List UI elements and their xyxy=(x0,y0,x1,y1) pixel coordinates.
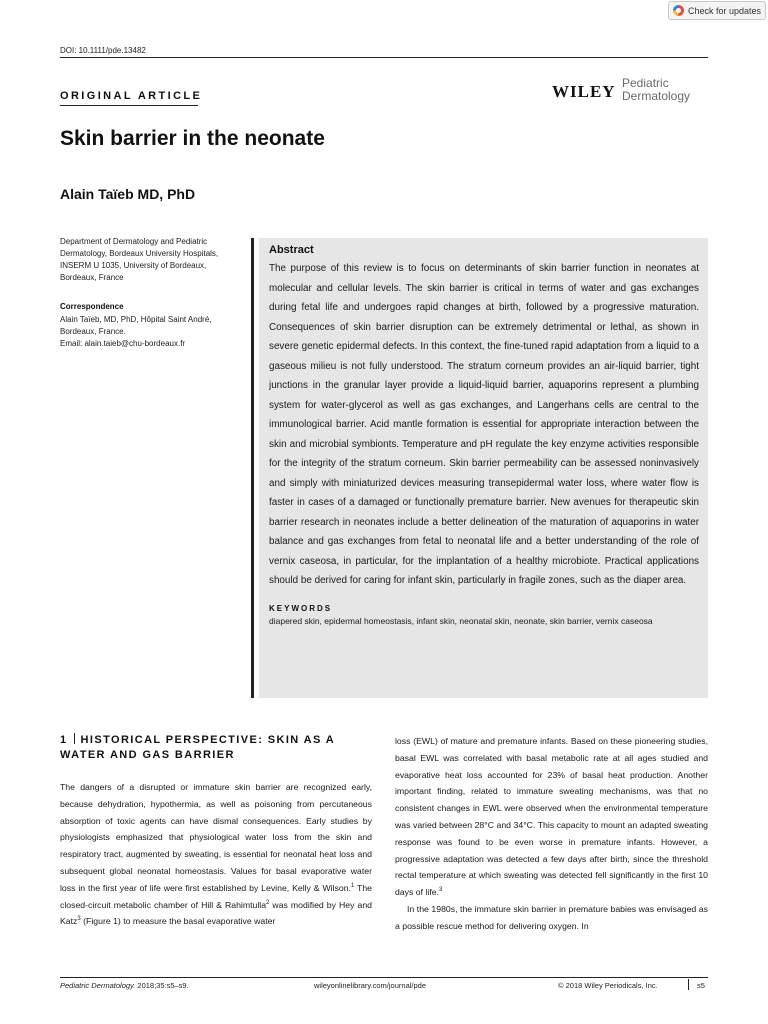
journal-name-line2: Dermatology xyxy=(622,89,691,103)
author-affiliation: Department of Dermatology and Pediatric Dermatology, Bordeaux University Hospitals, INSERM U 1035, University of Bordeaux, Bordeaux, France xyxy=(60,237,219,282)
doi: DOI: 10.1111/pde.13482 xyxy=(60,46,146,55)
body-paragraph xyxy=(395,733,708,901)
header-rule xyxy=(60,57,708,58)
footer-rule xyxy=(60,977,708,978)
section-heading xyxy=(60,733,370,763)
keywords-list: diapered skin, epidermal homeostasis, infant skin, neonatal skin, neonate, skin barrier, vernix caseosa xyxy=(269,615,653,626)
footer-url[interactable]: wileyonlinelibrary.com/journal/pde xyxy=(314,981,426,990)
text-segment: (Figure 1) to measure the basal evaporative water xyxy=(80,916,276,927)
correspondence-heading: Correspondence xyxy=(60,302,124,311)
reference-marker[interactable]: 3 xyxy=(438,887,443,894)
footer-volume: 2018;35:s5–s9. xyxy=(135,981,189,990)
article-type: ORIGINAL ARTICLE xyxy=(60,90,203,102)
footer-separator xyxy=(688,979,689,990)
crossmark-icon xyxy=(673,5,684,16)
text-segment: The dangers of a disrupted or immature skin barrier are recognized early, because dehydration, hypothermia, as well as poisoning from percutaneous absorption of toxic agents can have dismal consequences. Early studies by physiologists emphasized that physiological water loss from the skin and respiratory tract, augmented by sweating, is essential for neonatal heat loss and subsequent global neonatal homeostasis. Values for basal evaporative water loss in the first year of life were first established by Levine, Kelly & Wilson. xyxy=(60,782,372,893)
reference-marker[interactable]: 2 xyxy=(266,899,270,906)
text-segment: The closed-circuit metabolic chamber of Hill & Rahimtulla xyxy=(60,882,372,910)
section-number: 1 xyxy=(60,734,68,746)
reference-marker[interactable]: 1 xyxy=(350,882,355,889)
text-segment: was modified by Hey and Katz xyxy=(60,899,372,927)
body-column-left xyxy=(60,779,372,930)
footer-copyright: © 2018 Wiley Periodicals, Inc. xyxy=(558,981,658,990)
correspondence-line: Alain Taïeb, MD, PhD, Hôpital Saint André, xyxy=(60,315,212,324)
abstract-heading: Abstract xyxy=(269,244,314,256)
abstract-text: The purpose of this review is to focus on determinants of skin barrier function in neonates at molecular and cellular levels. The skin barrier is critical in terms of water and gas exchanges during fetal life and undergoes rapid changes at birth, followed by a progressive maturation. Consequences of skin barrier disruption can be extremely detrimental or lethal, as shown in severe genetic epidermal defects. In this context, the fine-tuned rapid adaptation from a liquid to a gaseous milieu is not fully understood. The stratum corneum provides an air-liquid barrier, tight junctions in the granular layer provide a liquid-liquid barrier, aquaporins represent a plumbing system for water-glycerol as well as gas exchanges, and Langerhans cells are central to the immunological barrier. Acid mantle formation is essential for appropriate interaction between the skin and microbial symbionts. Temperature and pH regulate the key enzyme activities responsible for the integrity of the stratum corneum. Skin barrier permeability can be assessed noninvasively and simply with miniaturized devices measuring transepidermal water loss, where water flow is faster in cases of a damaged or functionally premature barrier. New avenues for therapeutic skin barrier research in neonates include a better delineation of the maturation of aquaporins in water balance and gas exchanges from fetal to neonatal life and a better understanding of the role of vernix caseosa, in particular, for the implantation of a healthy microbiote. Practical applications should be derived for caring for infant skin, particularly in fragile zones, such as the diaper area. xyxy=(269,263,699,586)
correspondence-details xyxy=(60,314,240,350)
author-name: Alain Taïeb MD, PhD xyxy=(60,186,196,202)
section-title: HISTORICAL PERSPECTIVE: SKIN AS A WATER AND GAS BARRIER xyxy=(60,734,335,761)
abstract-box xyxy=(259,238,708,698)
body-paragraph xyxy=(60,779,372,930)
body-column-right xyxy=(395,733,708,935)
section-separator xyxy=(74,733,75,744)
check-for-updates-label: Check for updates xyxy=(688,5,762,16)
text-segment: loss (EWL) of mature and premature infants. Based on these pioneering studies, basal EWL was correlated with basal metabolic rate at all ages studied and evaporative heat loss accounted for 23% of basal heat production. Another important finding, related to immature sweating mechanisms, was that no consistent changes in EWL were observed when the environmental temperature was varied between 28°C and 34°C. This capacity to mount an adapted sweating response was found to be even worse in premature infants. However, a progressive adaptation was detected a few days after birth, since the threshold rectal temperature at which sweating was detected fell significantly in the first 10 days of life. xyxy=(395,736,708,898)
article-type-underline xyxy=(60,105,198,106)
reference-marker[interactable]: 3 xyxy=(77,916,81,923)
footer-citation xyxy=(60,981,189,990)
check-for-updates-button[interactable] xyxy=(668,1,766,20)
article-title: Skin barrier in the neonate xyxy=(60,127,325,150)
body-paragraph: In the 1980s, the immature skin barrier in premature babies was envisaged as a possible rescue method for delivering oxygen. In xyxy=(395,903,708,931)
correspondence-email[interactable]: Email: alain.taieb@chu-bordeaux.fr xyxy=(60,339,186,348)
journal-name-line1: Pediatric xyxy=(622,76,669,90)
abstract-side-bar xyxy=(251,238,254,698)
journal-brand xyxy=(622,77,690,103)
correspondence-line: Bordeaux, France. xyxy=(60,327,126,336)
page-number: s5 xyxy=(697,981,705,990)
keywords-heading: KEYWORDS xyxy=(269,603,333,613)
footer-journal: Pediatric Dermatology. xyxy=(60,981,136,990)
publisher-logo: WILEY xyxy=(552,82,616,101)
